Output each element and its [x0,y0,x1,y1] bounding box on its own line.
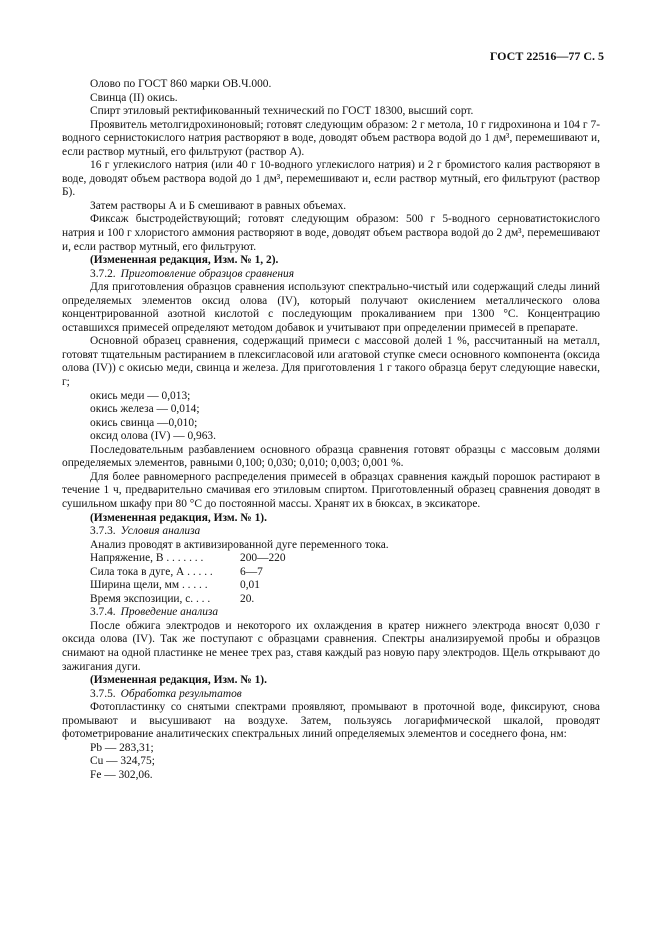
paragraph: Для более равномерного распределения примесей в образцах сравнения каждый порошок растирают в течение 1 ч, предварительно смачивая его этиловым спиртом. Приготовленный образец сравнения доводят в сушильном шкафу при 80 °С до постоянной массы. Хранят их в бюксах, в эксикаторе. [62,470,600,510]
subsection-number: 3.7.4. [90,606,116,619]
subsection-number: 3.7.2. [90,267,116,280]
document-body [62,78,600,782]
text-line: оксид олова (IV) — 0,963. [90,430,216,443]
text-line: окись железа — 0,014; [90,403,200,416]
subsection-title: Приготовление образцов сравнения [120,267,294,280]
subsection-number: 3.7.5. [90,687,116,700]
paragraph: 16 г углекислого натрия (или 40 г 10-водного углекислого натрия) и 2 г бромистого калия растворяют в воде, доводят объем раствора водой до 1 дм³, перемешивают и, если раствор мутный, его фильтруют (раствор Б). [62,159,600,199]
spec-value: 0,01 [240,579,260,592]
paragraph: Фотопластинку со снятыми спектрами проявляют, промывают в проточной воде, фиксируют, снова промывают и высушивают на воздухе. Затем, пользуясь логарифмической шкалой, проводят фотометрирование аналитических спектральных линий определяемых элементов и соседнего фона, нм: [62,701,600,741]
page-header: ГОСТ 22516—77 С. 5 [489,49,604,63]
paragraph: Последовательным разбавлением основного образца сравнения готовят образцы с массовым долями определяемых элементов, равными 0,100; 0,030; 0,010; 0,003; 0,001 %. [62,443,600,470]
subsection-heading [62,688,600,702]
paragraph: Основной образец сравнения, содержащий примеси с массовой долей 1 %, рассчитанный на металл, готовят тщательным растиранием в плексигласовой или агатовой ступке смеси основного компонента (оксида олова (IV)) с окисью меди, свинца и железа. Для приготовления 1 г такого образца берут следующие навески, г; [62,335,600,389]
spec-row [62,552,600,566]
spec-label: Ширина щели, мм . . . . . [90,579,208,592]
text-line: окись свинца —0,010; [90,416,198,429]
paragraph: Проявитель метолгидрохиноновый; готовят следующим образом: 2 г метола, 10 г гидрохинона и 104 г 7-водного сернистокислого натрия растворяют в воде, доводят объем раствора водой до 1 дм³, перемешивают и, если раствор мутный, его фильтруют (раствор А). [62,118,600,158]
text-line: Pb — 283,31; [90,741,154,754]
paragraph: Фиксаж быстродействующий; готовят следующим образом: 500 г 5-водного серноватистокислого натрия и 100 г хлористого аммония растворяют в воде, доводят объем раствора водой до 2 дм³, перемешивают и, если раствор мутный, его фильтруют. [62,213,600,253]
revision-note: (Измененная редакция, Изм. № 1). [90,674,267,687]
text-line: Анализ проводят в активизированной дуге переменного тока. [90,538,389,551]
spec-label: Напряжение, В . . . . . . . [90,552,204,565]
spec-value: 6—7 [240,565,263,578]
spec-value: 20. [240,592,255,605]
spec-row [62,593,600,607]
text-line: Олово по ГОСТ 860 марки ОВ.Ч.000. [90,78,272,90]
subsection-heading [62,606,600,620]
text-line: Спирт этиловый ректификованный технический по ГОСТ 18300, высший сорт. [90,105,474,118]
revision-note: (Измененная редакция, Изм. № 1). [90,511,267,524]
subsection-title: Обработка результатов [120,687,242,700]
spec-label: Сила тока в дуге, А . . . . . [90,565,213,578]
spec-row [62,566,600,580]
subsection-title: Условия анализа [120,525,201,538]
text-line: окись меди — 0,013; [90,389,191,402]
spec-row [62,579,600,593]
subsection-heading [62,268,600,282]
subsection-number: 3.7.3. [90,525,116,538]
text-line: Cu — 324,75; [90,755,155,768]
spec-label: Время экспозиции, с. . . . [90,592,211,605]
revision-note: (Измененная редакция, Изм. № 1, 2). [90,254,279,267]
text-line: Затем растворы А и Б смешивают в равных объемах. [90,199,347,212]
subsection-title: Проведение анализа [120,606,219,619]
text-line: Свинца (II) окись. [90,91,178,104]
paragraph: После обжига электродов и некоторого их охлаждения в кратер нижнего электрода вносят 0,030 г оксида олова (IV). Так же поступают с образцами сравнения. Спектры анализируемой пробы и образцов снимают на одной пластинке не менее трех раз, ставя каждый раз новую пару электродов. Щель открывают до зажигания дуги. [62,619,600,673]
paragraph: Для приготовления образцов сравнения используют спектрально-чистый или содержащий следы линий определяемых элементов оксид олова (IV), который получают окислением металлического олова концентрированной азотной кислотой с последующим прокаливанием при 1300 °С. Концентрацию оставшихся примесей определяют методом добавок и учитывают при определении примесей в препарате. [62,281,600,334]
subsection-heading [62,525,600,539]
spec-value: 200—220 [240,552,286,565]
text-line: Fe — 302,06. [90,768,153,781]
